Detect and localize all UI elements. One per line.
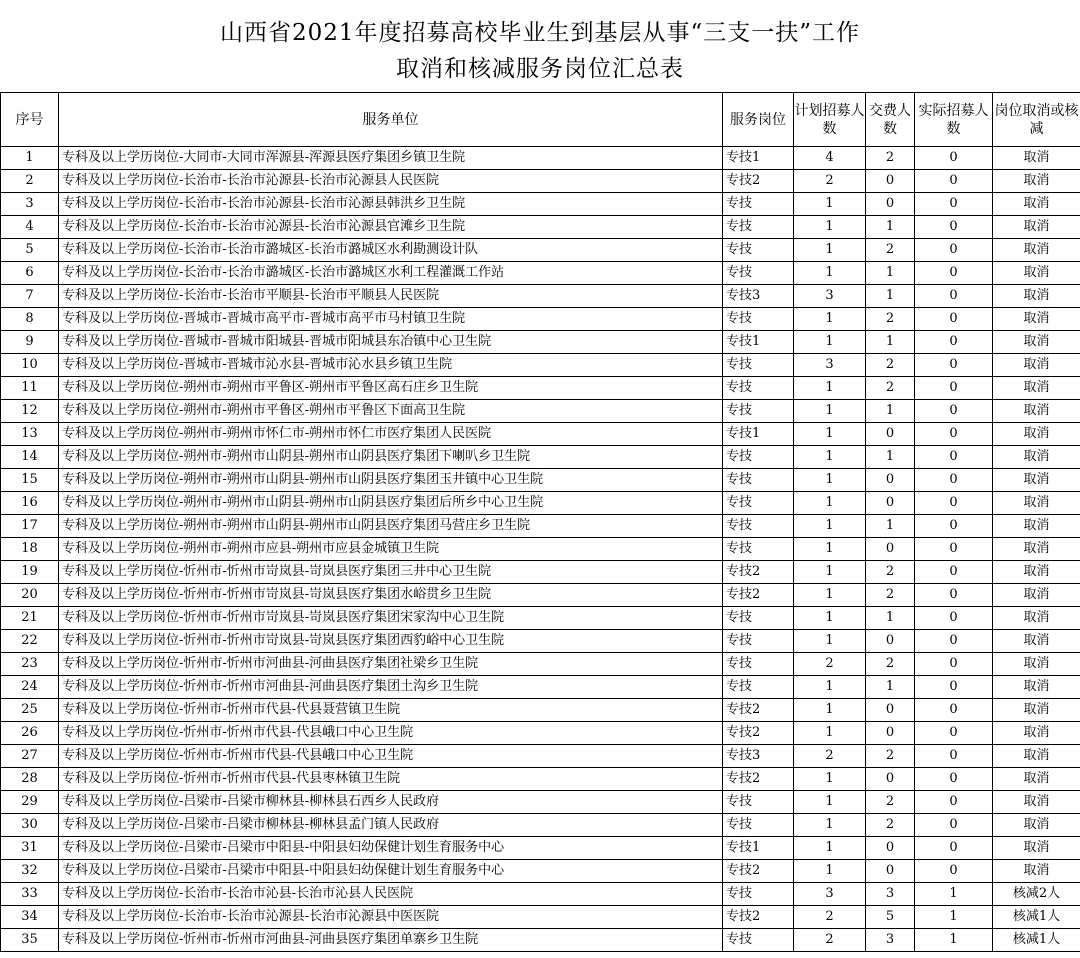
cell-no: 15 [1,469,59,492]
table-row [1,584,1080,607]
table-row [1,883,1080,906]
table-row [1,423,1080,446]
table-row [1,722,1080,745]
cell-plan: 3 [794,883,866,906]
cell-actual: 0 [915,469,993,492]
cell-no: 25 [1,699,59,722]
table-row [1,239,1080,262]
cell-post: 专技2 [723,860,794,883]
cell-result: 取消 [993,239,1080,262]
cell-actual: 0 [915,538,993,561]
cell-no: 4 [1,216,59,239]
cell-paid: 1 [866,285,915,308]
cell-result: 取消 [993,216,1080,239]
cell-actual: 0 [915,331,993,354]
cell-unit: 专科及以上学历岗位-忻州市-忻州市河曲县-河曲县医疗集团土沟乡卫生院 [59,676,723,699]
cell-actual: 0 [915,768,993,791]
cell-no: 13 [1,423,59,446]
table-row [1,630,1080,653]
cell-unit: 专科及以上学历岗位-长治市-长治市沁源县-长治市沁源县中医医院 [59,906,723,929]
cell-actual: 0 [915,262,993,285]
cell-actual: 0 [915,147,993,170]
cell-actual: 0 [915,492,993,515]
cell-no: 21 [1,607,59,630]
table-row [1,170,1080,193]
cell-paid: 0 [866,170,915,193]
cell-plan: 1 [794,860,866,883]
header-actual: 实际招募人数 [915,93,993,147]
table-row [1,308,1080,331]
table-row [1,147,1080,170]
table-row [1,446,1080,469]
cell-result: 取消 [993,699,1080,722]
cell-paid: 1 [866,331,915,354]
document-title: 山西省2021年度招募高校毕业生到基层从事“三支一扶”工作 [219,20,861,46]
cell-actual: 0 [915,561,993,584]
cell-unit: 专科及以上学历岗位-吕梁市-吕梁市中阳县-中阳县妇幼保健计划生育服务中心 [59,837,723,860]
cell-result: 取消 [993,745,1080,768]
cell-post: 专技 [723,676,794,699]
cell-post: 专技 [723,354,794,377]
cell-no: 27 [1,745,59,768]
table-row [1,699,1080,722]
cell-unit: 专科及以上学历岗位-忻州市-忻州市代县-代县聂营镇卫生院 [59,699,723,722]
cell-no: 32 [1,860,59,883]
cell-no: 29 [1,791,59,814]
cell-no: 19 [1,561,59,584]
cell-actual: 0 [915,791,993,814]
cell-post: 专技 [723,538,794,561]
cell-post: 专技2 [723,722,794,745]
cell-paid: 5 [866,906,915,929]
cell-plan: 1 [794,607,866,630]
cell-no: 23 [1,653,59,676]
cell-actual: 0 [915,607,993,630]
cell-result: 取消 [993,607,1080,630]
cell-result: 取消 [993,768,1080,791]
cell-actual: 0 [915,216,993,239]
cell-unit: 专科及以上学历岗位-忻州市-忻州市岢岚县-岢岚县医疗集团三井中心卫生院 [59,561,723,584]
cell-actual: 0 [915,308,993,331]
cell-no: 5 [1,239,59,262]
cell-result: 核减1人 [993,929,1080,952]
table-row [1,515,1080,538]
cell-no: 35 [1,929,59,952]
cell-no: 3 [1,193,59,216]
cell-unit: 专科及以上学历岗位-朔州市-朔州市怀仁市-朔州市怀仁市医疗集团人民医院 [59,423,723,446]
cell-plan: 1 [794,676,866,699]
cell-paid: 2 [866,377,915,400]
cell-post: 专技 [723,446,794,469]
cell-actual: 0 [915,837,993,860]
cell-unit: 专科及以上学历岗位-忻州市-忻州市河曲县-河曲县医疗集团社梁乡卫生院 [59,653,723,676]
cell-plan: 3 [794,354,866,377]
table-body [1,147,1080,952]
cell-paid: 1 [866,216,915,239]
cell-post: 专技2 [723,768,794,791]
cell-plan: 1 [794,515,866,538]
cell-plan: 2 [794,653,866,676]
cell-plan: 2 [794,929,866,952]
cell-result: 取消 [993,653,1080,676]
cell-plan: 1 [794,699,866,722]
cell-post: 专技 [723,193,794,216]
cell-result: 取消 [993,147,1080,170]
cell-result: 取消 [993,630,1080,653]
cell-actual: 0 [915,860,993,883]
cell-no: 2 [1,170,59,193]
cell-unit: 专科及以上学历岗位-晋城市-晋城市高平市-晋城市高平市马村镇卫生院 [59,308,723,331]
cell-result: 取消 [993,492,1080,515]
cell-actual: 0 [915,584,993,607]
table-row [1,607,1080,630]
cell-paid: 0 [866,837,915,860]
cell-paid: 2 [866,814,915,837]
header-post: 服务岗位 [723,93,794,147]
positions-table [0,92,1080,952]
cell-result: 取消 [993,469,1080,492]
cell-unit: 专科及以上学历岗位-长治市-长治市沁源县-长治市沁源县官滩乡卫生院 [59,216,723,239]
cell-result: 取消 [993,331,1080,354]
table-row [1,561,1080,584]
cell-unit: 专科及以上学历岗位-吕梁市-吕梁市中阳县-中阳县妇幼保健计划生育服务中心 [59,860,723,883]
cell-post: 专技 [723,653,794,676]
table-row [1,837,1080,860]
cell-plan: 1 [794,262,866,285]
table-row [1,860,1080,883]
table-row [1,492,1080,515]
cell-unit: 专科及以上学历岗位-忻州市-忻州市代县-代县峨口中心卫生院 [59,722,723,745]
cell-actual: 0 [915,423,993,446]
cell-post: 专技2 [723,170,794,193]
cell-post: 专技 [723,814,794,837]
cell-post: 专技 [723,239,794,262]
cell-actual: 0 [915,446,993,469]
cell-no: 33 [1,883,59,906]
cell-no: 30 [1,814,59,837]
cell-unit: 专科及以上学历岗位-朔州市-朔州市山阴县-朔州市山阴县医疗集团下喇叭乡卫生院 [59,446,723,469]
cell-post: 专技2 [723,906,794,929]
cell-plan: 1 [794,239,866,262]
cell-actual: 0 [915,193,993,216]
cell-actual: 0 [915,653,993,676]
cell-unit: 专科及以上学历岗位-忻州市-忻州市代县-代县峨口中心卫生院 [59,745,723,768]
cell-unit: 专科及以上学历岗位-吕梁市-吕梁市柳林县-柳林县石西乡人民政府 [59,791,723,814]
cell-paid: 2 [866,239,915,262]
cell-actual: 0 [915,354,993,377]
cell-paid: 0 [866,860,915,883]
cell-result: 取消 [993,538,1080,561]
cell-unit: 专科及以上学历岗位-晋城市-晋城市阳城县-晋城市阳城县东冶镇中心卫生院 [59,331,723,354]
cell-result: 取消 [993,170,1080,193]
cell-paid: 1 [866,262,915,285]
cell-actual: 0 [915,285,993,308]
cell-unit: 专科及以上学历岗位-朔州市-朔州市山阴县-朔州市山阴县医疗集团马营庄乡卫生院 [59,515,723,538]
cell-no: 14 [1,446,59,469]
cell-post: 专技 [723,492,794,515]
cell-plan: 2 [794,170,866,193]
cell-no: 22 [1,630,59,653]
cell-plan: 1 [794,308,866,331]
cell-post: 专技2 [723,584,794,607]
cell-paid: 0 [866,630,915,653]
cell-paid: 1 [866,515,915,538]
cell-paid: 3 [866,883,915,906]
cell-post: 专技 [723,515,794,538]
cell-actual: 1 [915,906,993,929]
cell-unit: 专科及以上学历岗位-朔州市-朔州市平鲁区-朔州市平鲁区下面高卫生院 [59,400,723,423]
table-row [1,331,1080,354]
cell-plan: 3 [794,285,866,308]
cell-result: 取消 [993,561,1080,584]
table-row [1,676,1080,699]
cell-paid: 0 [866,699,915,722]
cell-paid: 0 [866,768,915,791]
cell-no: 24 [1,676,59,699]
cell-unit: 专科及以上学历岗位-长治市-长治市潞城区-长治市潞城区水利勘测设计队 [59,239,723,262]
table-row [1,216,1080,239]
cell-actual: 0 [915,676,993,699]
cell-paid: 0 [866,722,915,745]
cell-post: 专技1 [723,147,794,170]
table-row [1,193,1080,216]
cell-result: 取消 [993,446,1080,469]
cell-unit: 专科及以上学历岗位-长治市-长治市沁县-长治市沁县人民医院 [59,883,723,906]
cell-paid: 2 [866,745,915,768]
table-row [1,929,1080,952]
cell-unit: 专科及以上学历岗位-长治市-长治市沁源县-长治市沁源县韩洪乡卫生院 [59,193,723,216]
cell-no: 20 [1,584,59,607]
cell-post: 专技 [723,400,794,423]
cell-plan: 1 [794,630,866,653]
cell-result: 取消 [993,584,1080,607]
cell-actual: 0 [915,814,993,837]
cell-paid: 0 [866,423,915,446]
cell-plan: 1 [794,216,866,239]
cell-unit: 专科及以上学历岗位-朔州市-朔州市平鲁区-朔州市平鲁区高石庄乡卫生院 [59,377,723,400]
cell-result: 取消 [993,676,1080,699]
cell-paid: 1 [866,400,915,423]
header-no: 序号 [1,93,59,147]
cell-unit: 专科及以上学历岗位-忻州市-忻州市岢岚县-岢岚县医疗集团西豹峪中心卫生院 [59,630,723,653]
cell-result: 取消 [993,262,1080,285]
cell-plan: 4 [794,147,866,170]
cell-plan: 1 [794,561,866,584]
cell-unit: 专科及以上学历岗位-朔州市-朔州市山阴县-朔州市山阴县医疗集团后所乡中心卫生院 [59,492,723,515]
cell-plan: 1 [794,331,866,354]
cell-paid: 2 [866,791,915,814]
cell-paid: 3 [866,929,915,952]
cell-unit: 专科及以上学历岗位-长治市-长治市潞城区-长治市潞城区水利工程灌溉工作站 [59,262,723,285]
table-row [1,469,1080,492]
cell-result: 取消 [993,423,1080,446]
cell-actual: 1 [915,883,993,906]
cell-paid: 0 [866,469,915,492]
cell-post: 专技3 [723,745,794,768]
cell-actual: 0 [915,400,993,423]
cell-unit: 专科及以上学历岗位-忻州市-忻州市代县-代县枣林镇卫生院 [59,768,723,791]
cell-paid: 0 [866,538,915,561]
cell-result: 取消 [993,837,1080,860]
table-row [1,745,1080,768]
cell-result: 取消 [993,377,1080,400]
cell-paid: 1 [866,607,915,630]
table-row [1,377,1080,400]
cell-post: 专技 [723,377,794,400]
table-row [1,768,1080,791]
cell-unit: 专科及以上学历岗位-晋城市-晋城市沁水县-晋城市沁水县乡镇卫生院 [59,354,723,377]
cell-result: 取消 [993,791,1080,814]
cell-post: 专技 [723,630,794,653]
table-row [1,538,1080,561]
header-paid: 交费人数 [866,93,915,147]
header-result: 岗位取消或核减 [993,93,1080,147]
cell-plan: 1 [794,446,866,469]
cell-result: 核减1人 [993,906,1080,929]
cell-no: 10 [1,354,59,377]
cell-result: 取消 [993,860,1080,883]
cell-paid: 2 [866,584,915,607]
cell-paid: 2 [866,653,915,676]
cell-actual: 0 [915,239,993,262]
cell-no: 16 [1,492,59,515]
cell-actual: 0 [915,170,993,193]
cell-plan: 1 [794,193,866,216]
cell-paid: 2 [866,561,915,584]
cell-unit: 专科及以上学历岗位-长治市-长治市沁源县-长治市沁源县人民医院 [59,170,723,193]
cell-no: 26 [1,722,59,745]
cell-actual: 0 [915,630,993,653]
cell-paid: 0 [866,193,915,216]
table-row [1,814,1080,837]
cell-paid: 1 [866,676,915,699]
cell-post: 专技2 [723,561,794,584]
cell-post: 专技 [723,469,794,492]
cell-result: 核减2人 [993,883,1080,906]
cell-post: 专技 [723,308,794,331]
cell-plan: 2 [794,745,866,768]
cell-result: 取消 [993,400,1080,423]
cell-actual: 0 [915,745,993,768]
cell-plan: 1 [794,768,866,791]
cell-unit: 专科及以上学历岗位-忻州市-忻州市河曲县-河曲县医疗集团单寨乡卫生院 [59,929,723,952]
table-row [1,354,1080,377]
cell-plan: 1 [794,538,866,561]
cell-post: 专技1 [723,837,794,860]
cell-unit: 专科及以上学历岗位-忻州市-忻州市岢岚县-岢岚县医疗集团水峪贯乡卫生院 [59,584,723,607]
table-row [1,262,1080,285]
cell-result: 取消 [993,308,1080,331]
cell-no: 6 [1,262,59,285]
cell-no: 12 [1,400,59,423]
cell-no: 9 [1,331,59,354]
cell-plan: 1 [794,469,866,492]
cell-no: 28 [1,768,59,791]
cell-post: 专技 [723,607,794,630]
cell-actual: 0 [915,722,993,745]
cell-unit: 专科及以上学历岗位-吕梁市-吕梁市柳林县-柳林县孟门镇人民政府 [59,814,723,837]
cell-no: 8 [1,308,59,331]
cell-paid: 2 [866,354,915,377]
cell-post: 专技 [723,216,794,239]
cell-actual: 0 [915,377,993,400]
cell-paid: 1 [866,446,915,469]
cell-result: 取消 [993,814,1080,837]
cell-no: 18 [1,538,59,561]
cell-paid: 2 [866,308,915,331]
cell-unit: 专科及以上学历岗位-朔州市-朔州市山阴县-朔州市山阴县医疗集团玉井镇中心卫生院 [59,469,723,492]
cell-plan: 1 [794,492,866,515]
cell-no: 34 [1,906,59,929]
cell-plan: 1 [794,837,866,860]
table-row [1,400,1080,423]
header-plan: 计划招募人数 [794,93,866,147]
cell-result: 取消 [993,193,1080,216]
cell-unit: 专科及以上学历岗位-朔州市-朔州市应县-朔州市应县金城镇卫生院 [59,538,723,561]
cell-actual: 1 [915,929,993,952]
cell-no: 7 [1,285,59,308]
cell-result: 取消 [993,722,1080,745]
cell-result: 取消 [993,515,1080,538]
cell-actual: 0 [915,515,993,538]
cell-post: 专技2 [723,699,794,722]
cell-post: 专技 [723,883,794,906]
cell-post: 专技3 [723,285,794,308]
cell-post: 专技 [723,791,794,814]
cell-post: 专技1 [723,423,794,446]
cell-actual: 0 [915,699,993,722]
cell-plan: 1 [794,377,866,400]
cell-plan: 1 [794,722,866,745]
cell-plan: 1 [794,791,866,814]
cell-plan: 1 [794,814,866,837]
cell-no: 31 [1,837,59,860]
cell-unit: 专科及以上学历岗位-长治市-长治市平顺县-长治市平顺县人民医院 [59,285,723,308]
table-row [1,906,1080,929]
cell-unit: 专科及以上学历岗位-忻州市-忻州市岢岚县-岢岚县医疗集团宋家沟中心卫生院 [59,607,723,630]
cell-no: 11 [1,377,59,400]
cell-post: 专技1 [723,331,794,354]
table-row [1,653,1080,676]
table-row [1,791,1080,814]
cell-post: 专技 [723,929,794,952]
cell-paid: 0 [866,492,915,515]
document-subtitle: 取消和核减服务岗位汇总表 [396,56,684,82]
cell-result: 取消 [993,354,1080,377]
cell-plan: 1 [794,584,866,607]
cell-paid: 2 [866,147,915,170]
cell-result: 取消 [993,285,1080,308]
header-unit: 服务单位 [59,93,723,147]
cell-post: 专技 [723,262,794,285]
cell-no: 1 [1,147,59,170]
cell-plan: 1 [794,423,866,446]
cell-no: 17 [1,515,59,538]
table-row [1,285,1080,308]
cell-plan: 2 [794,906,866,929]
cell-unit: 专科及以上学历岗位-大同市-大同市浑源县-浑源县医疗集团乡镇卫生院 [59,147,723,170]
table-header-row [1,93,1080,147]
cell-plan: 1 [794,400,866,423]
